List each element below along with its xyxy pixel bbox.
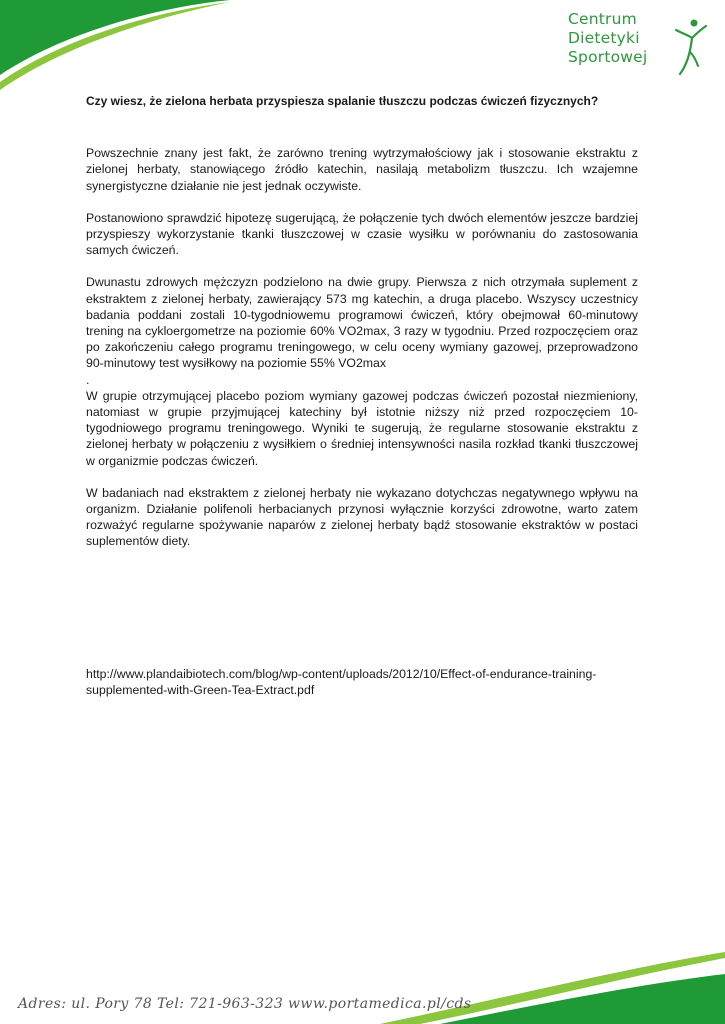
footer-address: Adres: ul. Pory 78 Tel: 721-963-323 www.portamedica.pl/cds [18,996,472,1012]
paragraph-hypothesis: Postanowiono sprawdzić hipotezę sugerującą, że połączenie tych dwóch elementów jeszcze bardziej przyspieszy wykorzystanie tkanki tłuszczowej w czasie wysiłku w porównaniu do zastosowania samych ćwiczeń. [86,210,638,258]
logo [568,10,718,74]
paragraph-intro: Powszechnie znany jest fakt, że zarówno trening wytrzymałościowy jak i stosowanie ekstraktu z zielonej herbaty, stanowiącego źródło katechin, nasilają metabolizm tłuszczu. Ich wzajemne synergistyczne działanie nie jest jednak oczywiste. [86,146,638,193]
article-title: Czy wiesz, że zielona herbata przyspiesza spalanie tłuszczu podczas ćwiczeń fizycznych? [86,94,599,108]
athlete-figure-icon [672,16,708,76]
top-swoosh-decoration [0,0,230,90]
logo-line-2: Dietetyki [568,29,640,47]
bottom-swoosh-decoration [0,944,725,1024]
paragraph-method: Dwunastu zdrowych mężczyzn podzielono na dwie grupy. Pierwsza z nich otrzymała suplement z ekstraktem z zielonej herbaty, zawierający 573 mg katechin, a druga placebo. Wszyscy uczestnicy badania poddani zostali 10-tygodniowemu programowi ćwiczeń, który obejmował 60-minutowy trening na cykloergometrze na poziomie 60% VO2max, 3 razy w tygodniu. Przed rozpoczęciem oraz po zakończeniu całego programu treningowego, w celu oceny wymiany gazowej, przeprowadzono 90-minutowy test wysiłkowy na poziomie 55% VO2max [86,275,638,371]
logo-line-3: Sportowej [568,48,648,66]
article [86,93,638,550]
stray-dot: . [86,372,90,387]
logo-line-1: Centrum [568,10,637,28]
source-url[interactable]: http://www.plandaibiotech.com/blog/wp-content/uploads/2012/10/Effect-of-endurance-training-supplemented-with-Green-Tea-Extract.pdf [86,667,597,698]
paragraph-conclusion: W badaniach nad ekstraktem z zielonej herbaty nie wykazano dotychczas negatywnego wpływu na organizm. Działanie polifenoli herbacianych przynosi wyłącznie korzyści zdrowotne, warto zatem rozważyć regularne spożywanie naparów z zielonej herbaty bądź stosowanie ekstraktów w postaci suplementów diety. [86,485,638,549]
logo-text [568,10,647,67]
paragraph-results: W grupie otrzymującej placebo poziom wymiany gazowej podczas ćwiczeń pozostał niezmieniony, natomiast w grupie przyjmującej katechiny był istotnie niższy niż przed rozpoczęciem 10-tygodniowego programu treningowego. Wyniki te sugerują, że regularne stosowanie ekstraktu z zielonej herbaty w połączeniu z wysiłkiem o średniej intensywności nasila rozkład tkanki tłuszczowej w organizmie podczas ćwiczeń. [86,388,638,468]
